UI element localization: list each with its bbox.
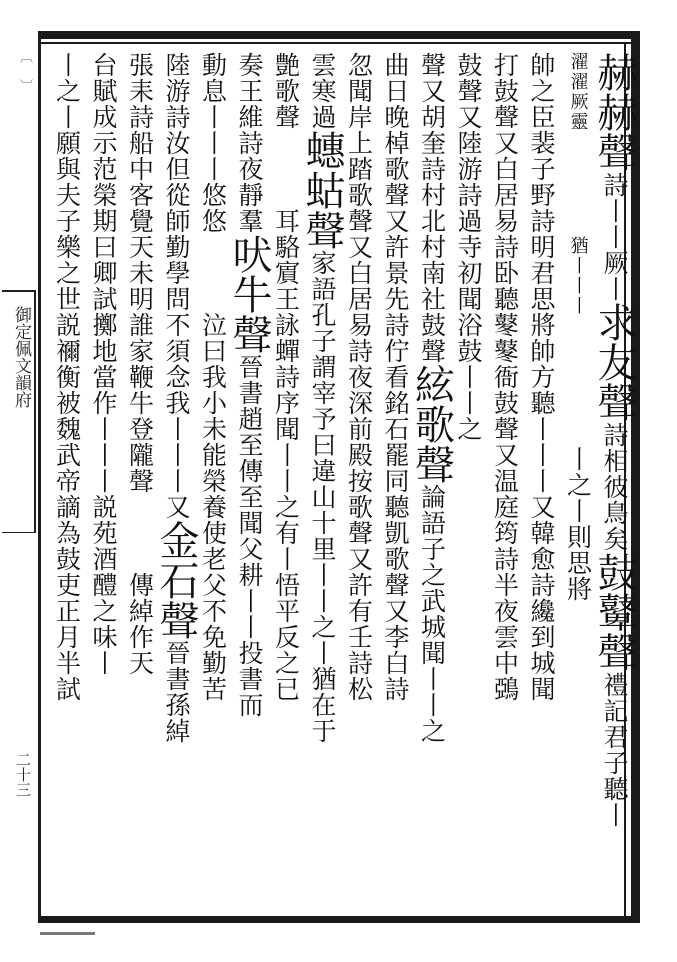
text-run: 奏王維詩夜靜羣 [235, 52, 264, 234]
headword: 鼓鼙聲 [591, 552, 637, 672]
frame-bottom-border [40, 916, 640, 923]
text-run: 帥之臣裴子野詩明君思將帥方聽丨丨丨又韓愈詩纔到城聞 [527, 52, 556, 702]
headword: 赫赫聲 [591, 52, 637, 172]
text-column [408, 52, 455, 912]
frame-top-inner-border [40, 42, 640, 44]
text-run: 猶丨丨丨 [567, 236, 589, 316]
text-run: 忽聞岸上踏歌聲又白居易詩夜深前殿按歌聲又許有壬詩松 [344, 52, 374, 702]
text-run [564, 316, 593, 446]
text-column [519, 52, 559, 912]
text-column [556, 52, 596, 912]
text-run: 晉書孫綽 [162, 640, 191, 744]
text-run: 濯濯厥靈 [567, 52, 589, 132]
headword: 蟪蛄聲 [299, 130, 345, 250]
text-column [373, 52, 413, 912]
bottom-margin-mark [40, 932, 95, 935]
text-run: 雲寒過 [308, 52, 337, 130]
headword: 吠牛聲 [226, 234, 272, 354]
text-run [272, 130, 301, 208]
text-run: 晉書趙至傳至聞父耕丨丨投書而 [235, 354, 264, 718]
text-column [226, 52, 272, 912]
text-column [153, 52, 199, 912]
text-run: 陸游詩汝但從師勤學問不須念我丨丨丨又 [162, 52, 191, 520]
text-column [299, 52, 345, 912]
text-run: 傳綽作天 [125, 572, 155, 676]
text-run: 台賦成示范榮期曰卿試擲地當作丨丨丨説苑酒醴之味丨 [89, 52, 118, 676]
text-run [126, 494, 155, 572]
page-number: 二十三 [14, 752, 32, 797]
text-run: 泣曰我小未能榮養使老父不免勤苦 [198, 312, 228, 702]
text-run [564, 132, 593, 236]
headword: 求友聲 [591, 302, 637, 422]
text-column [45, 52, 85, 912]
headword: 金石聲 [153, 520, 199, 640]
text-run: 打鼓聲又白居易詩卧聽鼕鼕衙鼓聲又温庭筠詩半夜雲中鵶 [490, 52, 520, 702]
page-fold-margin [2, 40, 36, 920]
text-run: 曲日晚棹歌聲又許景先詩佇看銘石罷同聽凱歌聲又李白詩 [381, 52, 410, 702]
fold-marks: 〔 〕 [17, 50, 32, 99]
frame-left-border [38, 31, 41, 923]
text-run: 鼓聲又陸游詩過寺初聞浴鼓丨丨之 [454, 52, 483, 442]
text-column [483, 52, 523, 912]
text-run: 論語子之武城聞丨丨之 [417, 484, 447, 744]
text-column [191, 52, 231, 912]
text-run: 張耒詩船中客覺天未明誰家鞭牛登隴聲 [125, 52, 155, 494]
text-column [591, 52, 637, 912]
text-run: 聲又胡奎詩村北村南社鼓聲 [417, 52, 447, 364]
book-title: 御定佩文韻府 [11, 306, 31, 408]
text-run: 家語孔子謂宰予曰違山十里丨丨之丨猶在于 [308, 250, 337, 744]
text-column [118, 52, 158, 912]
text-run: 動息丨丨丨悠悠 [198, 52, 228, 234]
headword: 絃歌聲 [408, 364, 455, 484]
text-run: 丨之丨願與夫子樂之世説禰衡被魏武帝謫為鼓吏正月半試 [52, 52, 82, 702]
text-run: 詩丨丨厥丨 [600, 172, 629, 302]
frame-top-border [40, 31, 640, 39]
text-run: 丨之丨則思將 [563, 446, 593, 602]
text-run: 詩相彼鳥矣 [600, 422, 629, 552]
text-run [199, 234, 228, 312]
text-run: 艶歌聲 [271, 52, 301, 130]
text-column [264, 52, 304, 912]
text-run: 禮記君子聽丨 [600, 672, 629, 828]
text-run: 耳駱賔王詠蟬詩序聞丨丨之有丨悟平反之已 [271, 208, 301, 702]
text-column [81, 52, 121, 912]
